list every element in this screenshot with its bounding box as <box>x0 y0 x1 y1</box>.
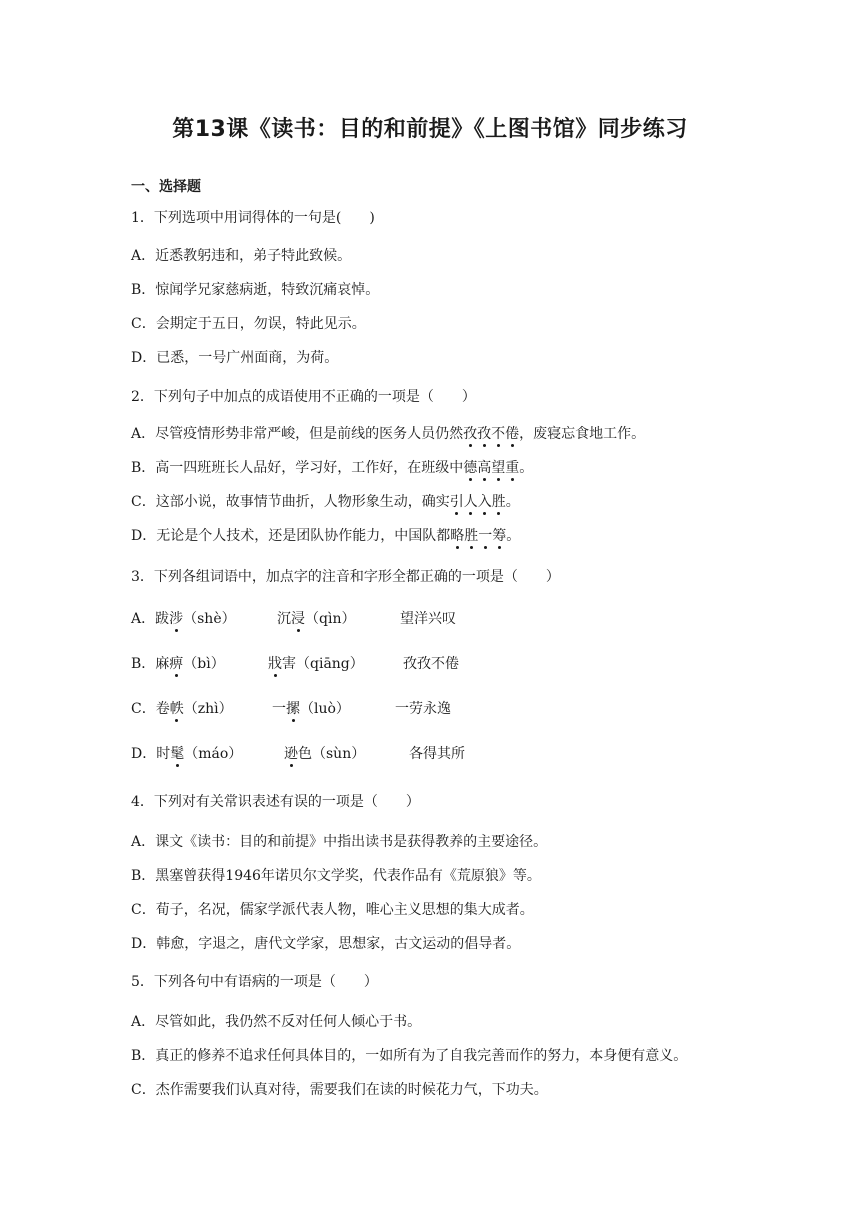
question-1-option-d: D．已悉，一号广州面商，为荷。 <box>131 350 339 366</box>
pinyin: （bì） <box>183 656 225 672</box>
dotted-char: 德 <box>463 460 478 476</box>
option-text: 。 <box>505 494 520 510</box>
word-2 <box>277 609 355 629</box>
dotted-char: 一 <box>478 528 493 544</box>
question-2-option-a <box>131 424 645 444</box>
question-3-stem: 3．下列各组词语中，加点字的注音和字形全都正确的一项是（ ） <box>131 569 560 585</box>
option-text: A．尽管疫情形势非常严峻，但是前线的医务人员仍然 <box>131 426 464 442</box>
pinyin: （zhì） <box>183 701 233 717</box>
question-2-stem: 2．下列句子中加点的成语使用不正确的一项是（ ） <box>131 389 476 405</box>
pinyin: （qìn） <box>305 611 356 627</box>
dotted-char: 望 <box>491 460 506 476</box>
word-3: 各得其所 <box>409 746 465 762</box>
pinyin: （shè） <box>183 611 236 627</box>
question-3-option-c <box>131 699 731 719</box>
pinyin: 害（qiāng） <box>282 656 364 672</box>
pinyin: （luò） <box>300 701 350 717</box>
dotted-char: 略 <box>450 528 465 544</box>
dotted-char: 引 <box>449 494 464 510</box>
option-letter: C． <box>131 701 156 717</box>
question-5-stem: 5．下列各句中有语病的一项是（ ） <box>131 974 378 990</box>
question-1-option-b: B．惊闻学兄家慈病逝，特致沉痛哀悼。 <box>131 282 380 298</box>
question-2-option-c <box>131 492 520 512</box>
dotted-char: 胜 <box>464 528 479 544</box>
question-3-option-b <box>131 654 731 674</box>
question-4-option-b: B．黑塞曾获得1946年诺贝尔文学奖，代表作品有《荒原狼》等。 <box>131 868 541 884</box>
dotted-char: 重 <box>505 460 520 476</box>
question-3-option-d <box>131 744 731 764</box>
dotted-char: 髦 <box>170 746 185 762</box>
word-2 <box>284 744 365 764</box>
dotted-char: 入 <box>477 494 492 510</box>
dotted-char: 孜 <box>463 426 478 442</box>
word-char: 沉 <box>277 611 291 627</box>
option-text: 。 <box>506 528 521 544</box>
dotted-char: 筹 <box>492 528 507 544</box>
question-4-option-a: A．课文《读书：目的和前提》中指出读书是获得教养的主要途径。 <box>131 834 548 850</box>
question-2-option-d <box>131 526 520 546</box>
pinyin: （máo） <box>184 746 243 762</box>
dotted-char: 不 <box>491 426 506 442</box>
page-title: 第13课《读书：目的和前提》《上图书馆》同步练习 <box>172 117 688 142</box>
dotted-char: 戕 <box>268 656 282 672</box>
dotted-char: 胜 <box>491 494 506 510</box>
option-text: ，废寝忘食地工作。 <box>519 426 646 442</box>
section-heading: 一、选择题 <box>131 179 201 195</box>
word-char: 时 <box>156 746 171 762</box>
dotted-char: 痹 <box>169 656 184 672</box>
dotted-char: 倦 <box>505 426 520 442</box>
option-letter: D． <box>131 746 157 762</box>
word-char: 跋 <box>155 611 170 627</box>
word-char: 麻 <box>155 656 170 672</box>
question-3-option-a <box>131 609 731 629</box>
dotted-char: 涉 <box>169 611 184 627</box>
word-2 <box>272 699 350 719</box>
option-text: C．这部小说，故事情节曲折，人物形象生动，确实 <box>131 494 450 510</box>
question-1-stem: 1．下列选项中用词得体的一句是( ) <box>131 210 375 226</box>
dotted-char: 浸 <box>291 611 305 627</box>
question-5-option-b: B．真正的修养不追求任何具体目的，一如所有为了自我完善而作的努力，本身便有意义。 <box>131 1048 688 1064</box>
option-letter: A． <box>131 611 156 627</box>
word-3: 孜孜不倦 <box>403 656 459 672</box>
option-text: 。 <box>519 460 534 476</box>
question-4-stem: 4．下列对有关常识表述有误的一项是（ ） <box>131 794 420 810</box>
dotted-char: 逊 <box>284 746 298 762</box>
dotted-char: 高 <box>477 460 492 476</box>
option-letter: B． <box>131 656 156 672</box>
word-char: 卷 <box>155 701 170 717</box>
question-4-option-c: C．荀子，名况，儒家学派代表人物，唯心主义思想的集大成者。 <box>131 902 534 918</box>
dotted-char: 孜 <box>477 426 492 442</box>
pinyin: 色（sùn） <box>298 746 366 762</box>
word-char: 一 <box>272 701 286 717</box>
question-5-option-a: A．尽管如此，我仍然不反对任何人倾心于书。 <box>131 1014 422 1030</box>
word-3: 一劳永逸 <box>395 701 451 717</box>
question-1-option-a: A．近悉教躬违和，弟子特此致候。 <box>131 248 352 264</box>
option-text: D．无论是个人技术，还是团队协作能力，中国队都 <box>131 528 451 544</box>
question-5-option-c: C．杰作需要我们认真对待，需要我们在读的时候花力气，下功夫。 <box>131 1082 548 1098</box>
word-3: 望洋兴叹 <box>400 611 456 627</box>
option-text: B．高一四班班长人品好，学习好，工作好，在班级中 <box>131 460 464 476</box>
word-2 <box>268 654 364 674</box>
question-1-option-c: C．会期定于五日，勿误，特此见示。 <box>131 316 366 332</box>
question-4-option-d: D．韩愈，字退之，唐代文学家，思想家，古文运动的倡导者。 <box>131 936 521 952</box>
dotted-char: 帙 <box>169 701 184 717</box>
dotted-char: 摞 <box>286 701 300 717</box>
question-2-option-b <box>131 458 533 478</box>
dotted-char: 人 <box>463 494 478 510</box>
